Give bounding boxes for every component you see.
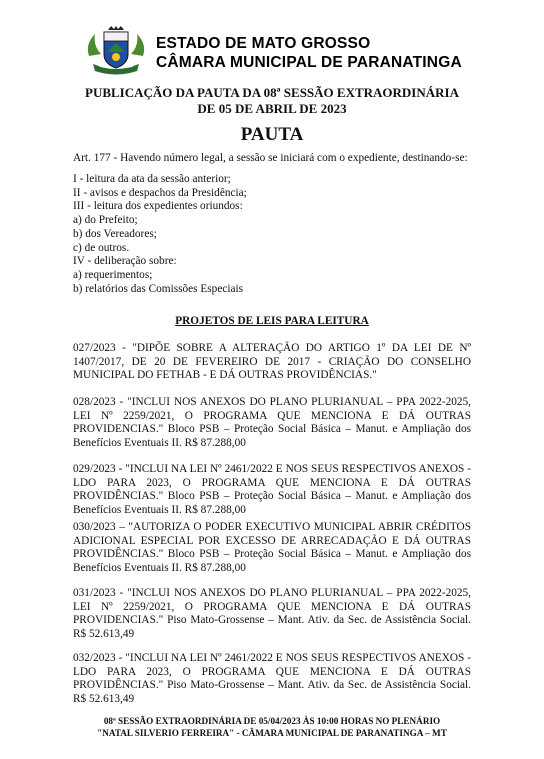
agenda-item: b) dos Vereadores; [73, 227, 157, 240]
chamber-name: CÂMARA MUNICIPAL DE PARANATINGA [156, 54, 462, 71]
agenda-item: I - leitura da ata da sessão anterior; [73, 173, 231, 185]
page-title: PAUTA [240, 124, 304, 145]
agenda-item: a) requerimentos; [73, 268, 153, 281]
project-item: 028/2023 - "INCLUI NOS ANEXOS DO PLANO PLURIANUAL – PPA 2022-2025, LEI Nº 2259/2021, O PROGRAMA QUE MENCIONA E DÁ OUTRAS PROVIDENCIAS." Bloco PSB – Proteção Social Básica – Manut. e Ampliação dos Benefícios Eventuais II. R$ 87.288,00 [73, 396, 471, 449]
letterhead [87, 26, 507, 76]
project-item: 027/2023 - "DIPÕE SOBRE A ALTERAÇÃO DO ARTIGO 1º DA LEI DE Nº 1407/2017, DE 20 DE FEVEREIRO DE 2017 - CRIAÇÃO DO CONSELHO MUNICIPAL DO FETHAB - E DÁ OUTRAS PROVIDÊNCIAS." [73, 342, 471, 381]
footer-line-1: 08ª SESSÃO EXTRAORDINÁRIA DE 05/04/2023 ÀS 10:00 HORAS NO PLENÁRIO [103, 716, 441, 726]
state-name: ESTADO DE MATO GROSSO [156, 35, 371, 52]
letterhead-title [156, 34, 462, 72]
agenda-item: c) de outros. [73, 241, 130, 254]
footer [0, 715, 544, 739]
agenda-item: a) do Prefeito; [73, 214, 138, 227]
project-item: 030/2023 – "AUTORIZA O PODER EXECUTIVO MUNICIPAL ABRIR CRÉDITOS ADICIONAL ESPECIAL POR EXCESSO DE ARRECADAÇÃO E DÁ OUTRAS PROVIDÊNCIAS." Bloco PSB – Proteção Social Básica – Manut. e Ampliação dos Benefícios Eventuais II. R$ 87.288,00 [73, 521, 471, 574]
project-item: 029/2023 - "INCLUI NA LEI Nº 2461/2022 E NOS SEUS RESPECTIVOS ANEXOS - LDO PARA 2023, O PROGRAMA QUE MENCIONA E DÁ OUTRAS PROVIDÊNCIAS." Bloco PSB – Proteção Social Básica – Manut. e Ampliação dos Benefícios Eventuais II. R$ 87.288,00 [73, 463, 471, 516]
agenda-list [73, 173, 247, 296]
section-title: PROJETOS DE LEIS PARA LEITURA [175, 315, 369, 327]
publication-line-2: DE 05 DE ABRIL DE 2023 [197, 101, 347, 116]
footer-line-2: "NATAL SILVERIO FERREIRA" - CÂMARA MUNICIPAL DE PARANATINGA – MT [97, 728, 447, 738]
agenda-item: III - leitura dos expedientes oriundos: [73, 200, 243, 213]
agenda-item: II - avisos e despachos da Presidência; [73, 186, 247, 199]
agenda-item: b) relatórios das Comissões Especiais [73, 282, 244, 295]
publication-title [0, 85, 544, 117]
agenda-item: IV - deliberação sobre: [73, 255, 177, 268]
coat-of-arms-icon [87, 26, 145, 76]
publication-line-1: PUBLICAÇÃO DA PAUTA DA 08ª SESSÃO EXTRAORDINÁRIA [85, 85, 459, 100]
intro-text: Art. 177 - Havendo número legal, a sessão se iniciará com o expediente, destinando-se: [73, 152, 468, 164]
project-item: 032/2023 - "INCLUI NA LEI Nº 2461/2022 E NOS SEUS RESPECTIVOS ANEXOS - LDO PARA 2023, O PROGRAMA QUE MENCIONA E DÁ OUTRAS PROVIDÊNCIAS." Piso Mato-Grossense – Mant. Ativ. da Sec. de Assistência Social. R$ 52.613,49 [73, 652, 471, 705]
project-item: 031/2023 - "INCLUI NOS ANEXOS DO PLANO PLURIANUAL – PPA 2022-2025, LEI Nº 2259/2021, O PROGRAMA QUE MENCIONA E DÁ OUTRAS PROVIDENCIAS." Piso Mato-Grossense – Mant. Ativ. da Sec. de Assistência Social. R$ 52.613,49 [73, 587, 471, 640]
